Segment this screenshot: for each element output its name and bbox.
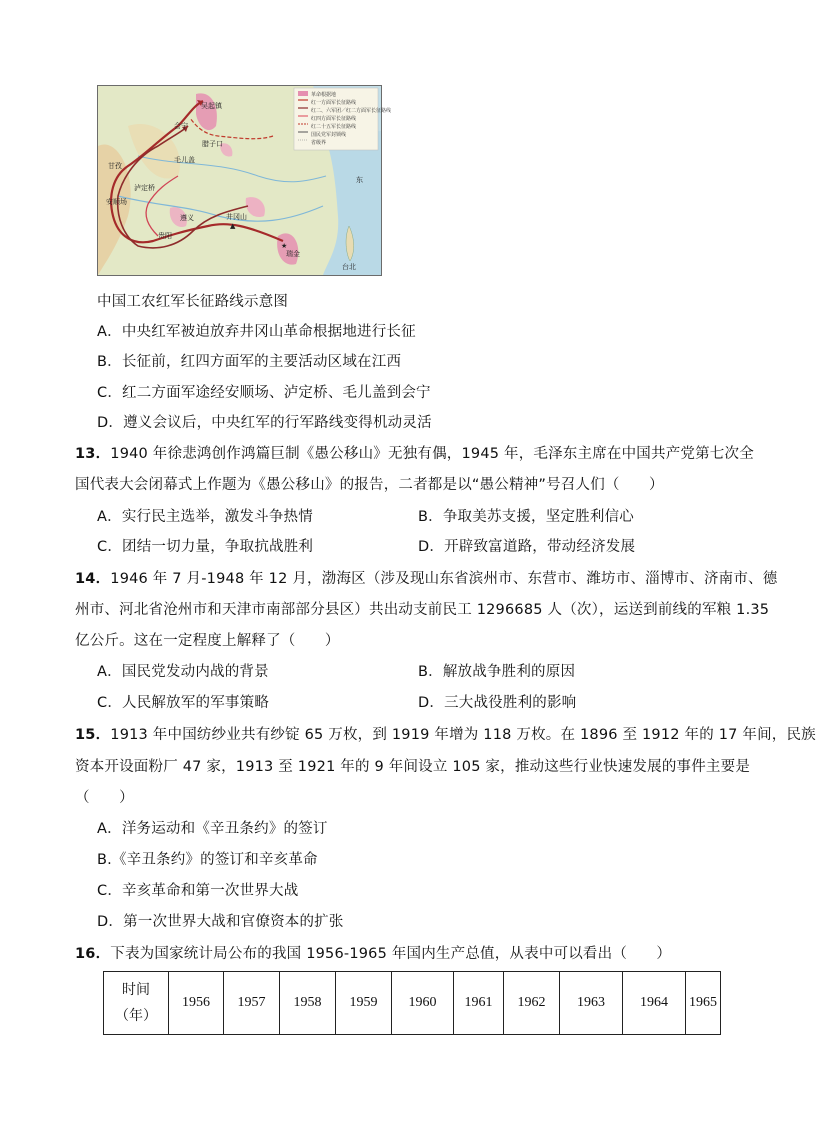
map-legend-label: 红二、六军团／红二方面军长征路线	[311, 108, 392, 114]
q12-option-d[interactable]: D．遵义会议后，中央红军的行军路线变得机动灵活	[97, 415, 432, 431]
header-line-2: （年）	[115, 1008, 157, 1024]
q13-text-line1: 1940 年徐悲鸿创作鸿篇巨制《愚公移山》无独有偶，1945 年，毛泽东主席在中国共产党第七次全	[110, 446, 754, 462]
q16-text: 下表为国家统计局公布的我国 1956-1965 年国内生产总值，从表中可以看出（ ）	[110, 946, 672, 962]
map-place-label: 贵阳	[158, 232, 172, 240]
q12-option-c[interactable]: C．红二方面军途经安顺场、泸定桥、毛儿盖到会宁	[97, 385, 431, 401]
table-header-cell	[104, 972, 169, 1035]
map-legend-label: 红一方面军长征路线	[311, 100, 357, 106]
table-row	[104, 972, 721, 1035]
table-cell-year: 1959	[336, 972, 392, 1035]
q12-option-a[interactable]: A．中央红军被迫放弃井冈山革命根据地进行长征	[97, 324, 416, 340]
q14-stem-line1	[75, 569, 777, 589]
map-place-label: 东	[356, 176, 363, 184]
table-cell-year: 1961	[454, 972, 504, 1035]
q15-option-b[interactable]: B.《辛丑条约》的签订和辛亥革命	[97, 852, 318, 868]
q15-option-d[interactable]: D．第一次世界大战和官僚资本的扩张	[97, 914, 344, 930]
q14-option-a[interactable]: A．国民党发动内战的背景	[97, 664, 269, 680]
q15-text-line1: 1913 年中国纺纱业共有纱锭 65 万枚，到 1919 年增为 118 万枚。在 1896 至 1912 年的 17 年间，民族	[110, 727, 816, 743]
map-legend-label: 红四方面军长征路线	[311, 116, 357, 122]
table-cell-year: 1962	[504, 972, 560, 1035]
q13-text-line2: 国代表大会闭幕式上作题为《愚公移山》的报告，二者都是以“愚公精神”号召人们（ ）	[75, 477, 664, 493]
q13-stem-line1	[75, 444, 754, 464]
svg-text:★: ★	[281, 242, 288, 250]
q16-stem	[75, 944, 671, 964]
q14-option-d[interactable]: D．三大战役胜利的影响	[418, 695, 577, 711]
q15-text-line2: 资本开设面粉厂 47 家，1913 至 1921 年的 9 年间设立 105 家，推动这些行业快速发展的事件主要是	[75, 759, 751, 775]
map-place-label: 毛儿盖	[174, 156, 195, 164]
q14-number: 14．	[75, 571, 111, 587]
table-cell-year: 1958	[280, 972, 336, 1035]
map-place-label: 瑞金	[286, 250, 300, 258]
map-legend-label: 革命根据地	[311, 92, 337, 98]
map-legend-label: 国民党军封锁线	[311, 132, 347, 138]
map-place-label: 台北	[342, 263, 356, 271]
map-legend-label: 省级界	[311, 140, 327, 146]
q13-number: 13．	[75, 446, 111, 462]
map-place-label: 泸定桥	[134, 184, 155, 192]
svg-text:▲: ▲	[230, 222, 236, 230]
map-place-label: 安顺场	[106, 198, 127, 206]
q15-option-a[interactable]: A．洋务运动和《辛丑条约》的签订	[97, 821, 328, 837]
map-place-label: 吴起镇	[201, 102, 222, 110]
q15-option-c[interactable]: C．辛亥革命和第一次世界大战	[97, 883, 299, 899]
q14-option-b[interactable]: B．解放战争胜利的原因	[418, 664, 576, 680]
map-place-label: 井冈山	[226, 213, 247, 221]
long-march-map	[97, 85, 392, 276]
q14-text-line1: 1946 年 7 月-1948 年 12 月，渤海区（涉及现山东省滨州市、东营市、潍坊市、淄博市、济南市、德	[110, 571, 778, 587]
q14-text-line3: 亿公斤。这在一定程度上解释了（ ）	[75, 633, 340, 649]
header-line-1: 时间	[122, 982, 150, 998]
q15-text-line3: （ ）	[75, 790, 134, 806]
map-place-label: 甘孜	[108, 162, 122, 170]
table-cell-year: 1965	[686, 972, 721, 1035]
table-cell-year: 1960	[392, 972, 454, 1035]
map-place-label: 会宁	[174, 122, 188, 130]
q13-option-b[interactable]: B．争取美苏支援，坚定胜利信心	[418, 509, 634, 525]
map-place-label: 腊子口	[202, 140, 223, 148]
q15-number: 15．	[75, 727, 111, 743]
q15-stem-line1	[75, 725, 816, 745]
table-cell-year: 1956	[169, 972, 224, 1035]
map-image	[98, 86, 392, 275]
table-cell-year: 1963	[560, 972, 623, 1035]
q14-option-c[interactable]: C．人民解放军的军事策略	[97, 695, 270, 711]
table-cell-year: 1957	[224, 972, 280, 1035]
q14-text-line2: 州市、河北省沧州市和天津市南部部分县区）共出动支前民工 1296685 人（次），运送到前线的军粮 1.35	[75, 602, 770, 618]
q12-option-b[interactable]: B．长征前，红四方面军的主要活动区域在江西	[97, 354, 402, 370]
map-place-label: 遵义	[180, 214, 194, 222]
q16-number: 16．	[75, 946, 111, 962]
q13-option-d[interactable]: D．开辟致富道路，带动经济发展	[418, 539, 636, 555]
map-caption: 中国工农红军长征路线示意图	[97, 294, 289, 310]
q13-option-a[interactable]: A．实行民主选举，激发斗争热情	[97, 509, 313, 525]
q13-option-c[interactable]: C．团结一切力量，争取抗战胜利	[97, 539, 314, 555]
table-cell-year: 1964	[623, 972, 686, 1035]
gdp-table	[103, 971, 721, 1035]
map-legend-label: 红二十五军长征路线	[311, 124, 357, 130]
